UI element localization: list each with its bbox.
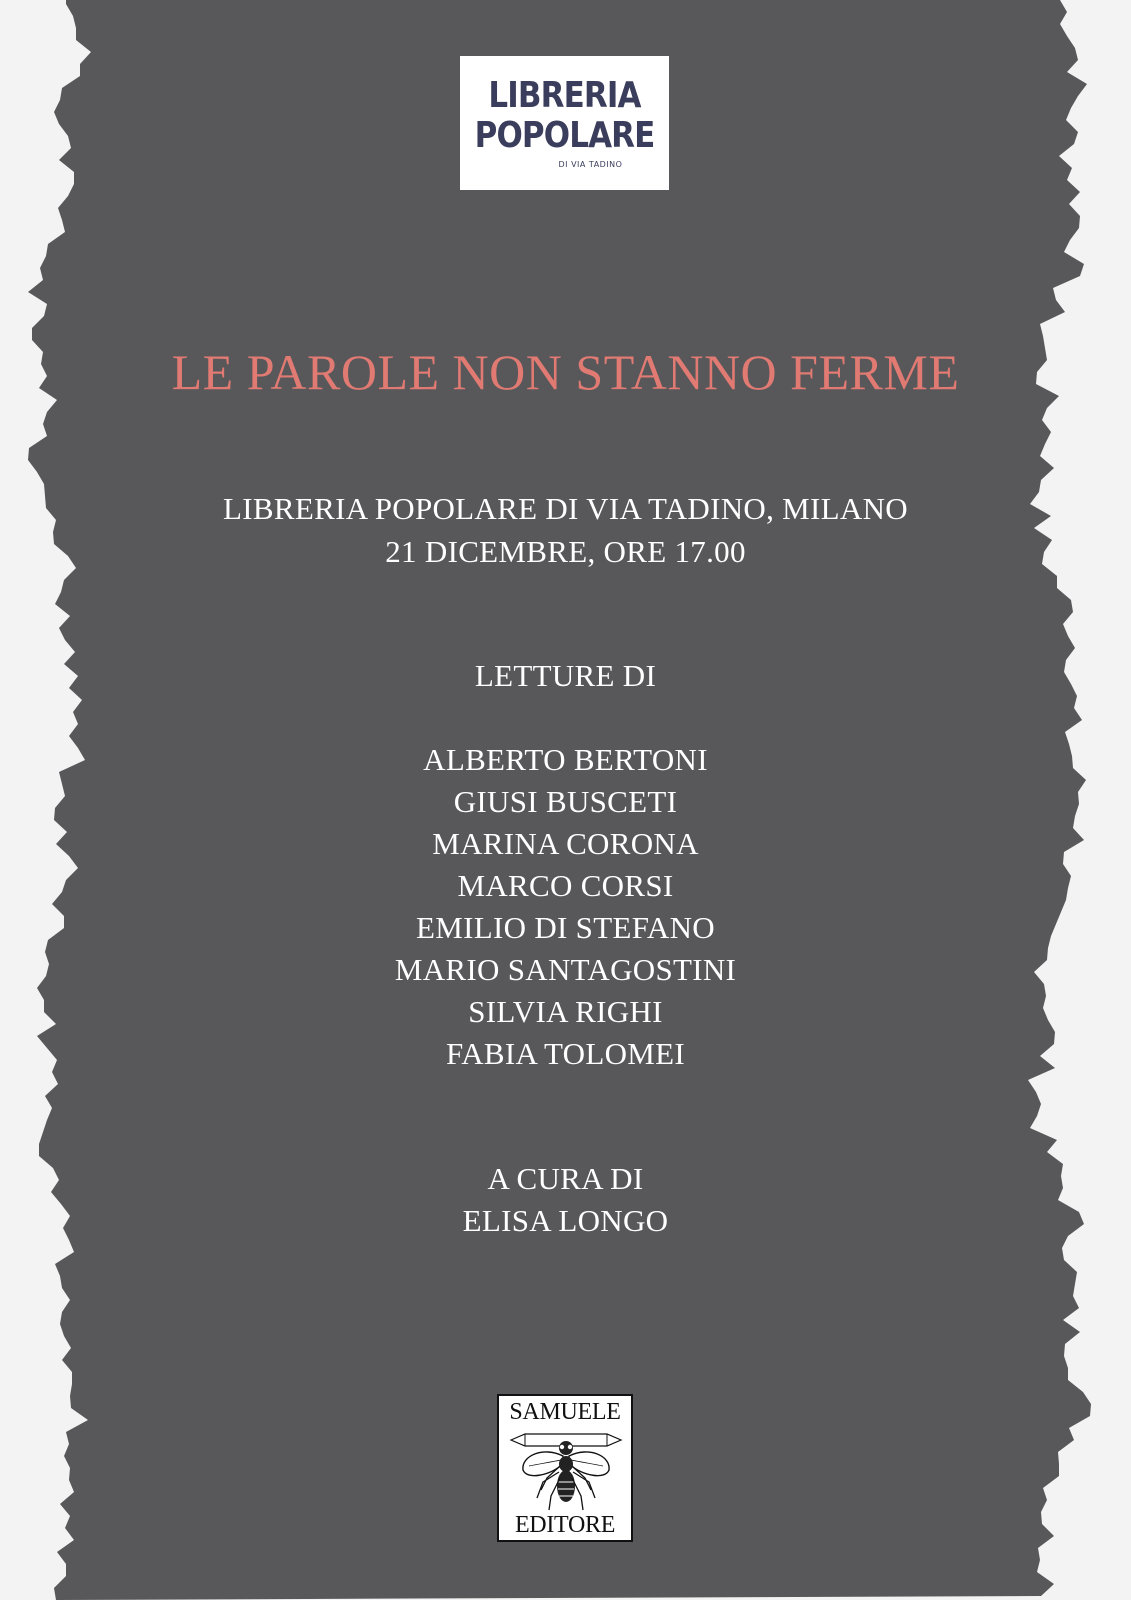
reader-name: SILVIA RIGHI (468, 994, 663, 1029)
reader-name: MARCO CORSI (457, 868, 674, 903)
logo-line2: POPOLARE (474, 115, 655, 156)
reader-name: EMILIO DI STEFANO (416, 910, 715, 945)
reader-name: FABIA TOLOMEI (445, 1036, 685, 1071)
datetime: 21 DICEMBRE, ORE 17.00 (385, 534, 746, 569)
readings-label: LETTURE DI (474, 658, 657, 693)
libreria-popolare-logo (460, 56, 669, 190)
reader-name: MARINA CORONA (432, 826, 699, 861)
publisher-name-top: SAMUELE (509, 1399, 621, 1425)
curated-label: A CURA DI (487, 1161, 644, 1196)
logo-subtitle: DI VIA TADINO (558, 160, 623, 169)
samuele-editore-logo (497, 1394, 633, 1542)
publisher-name-bottom: EDITORE (514, 1512, 616, 1538)
fly-icon (507, 1426, 625, 1514)
curator-name: ELISA LONGO (462, 1203, 669, 1238)
reader-name: ALBERTO BERTONI (423, 742, 708, 777)
reader-name: MARIO SANTAGOSTINI (394, 952, 737, 987)
event-title: LE PAROLE NON STANNO FERME (171, 344, 960, 400)
venue: LIBRERIA POPOLARE DI VIA TADINO, MILANO (223, 491, 908, 526)
logo-line1: LIBRERIA (488, 75, 641, 116)
reader-name: GIUSI BUSCETI (453, 784, 678, 819)
